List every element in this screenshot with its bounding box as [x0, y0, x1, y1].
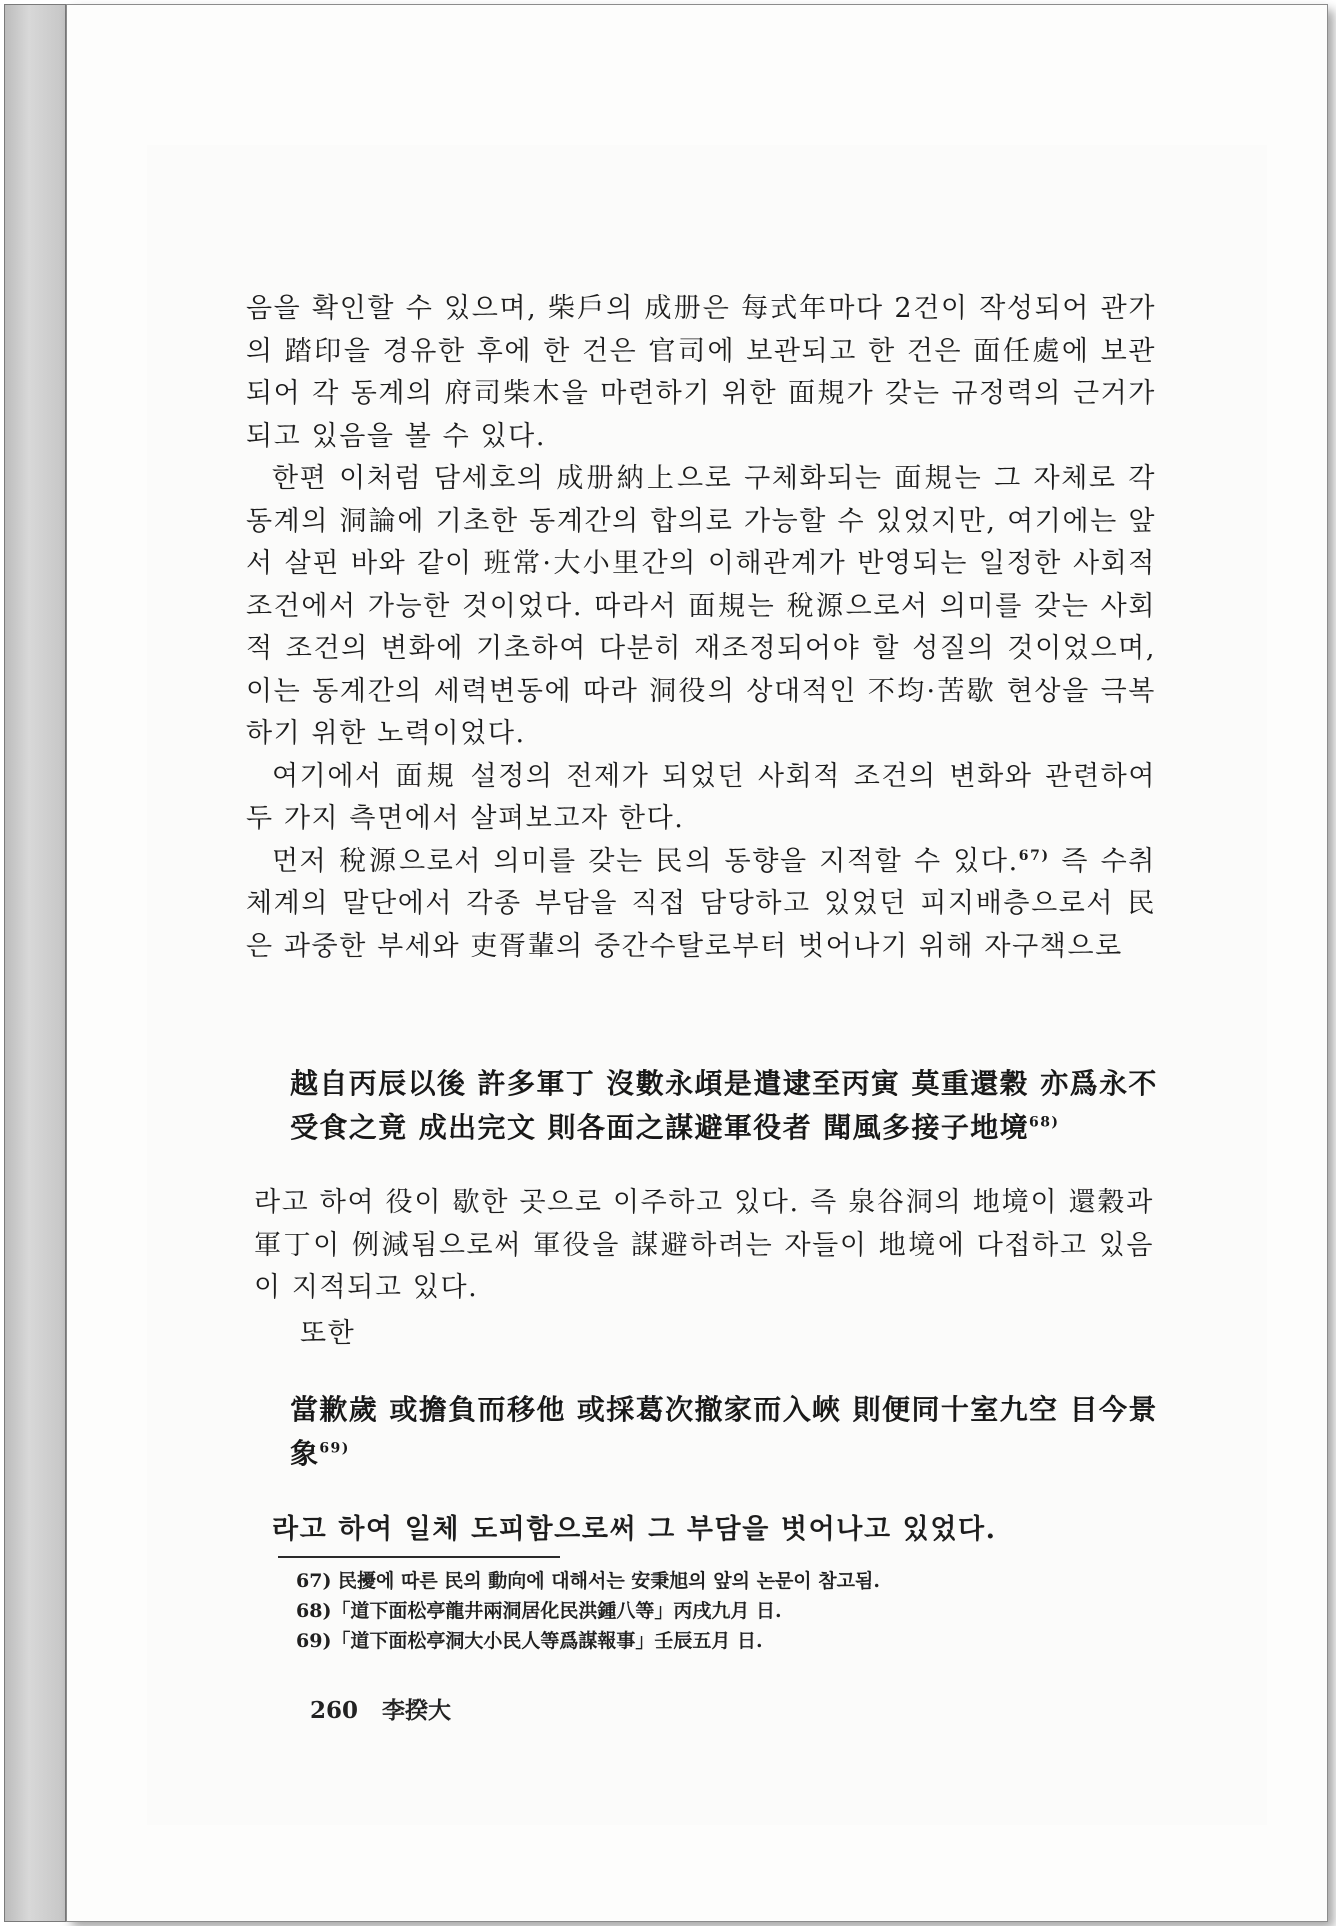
quote-1-line-1: 越自丙辰以後 許多軍丁 沒數永頉是遣逮至丙寅 莫重還穀 亦爲永不: [290, 1067, 1158, 1100]
after-quote-1: [254, 1182, 1154, 1310]
quote-1-line-2-text: 受食之竟 成出完文 則各面之謀避軍役者 聞風多接子地境: [290, 1111, 1030, 1144]
quote-1: [290, 1062, 1170, 1150]
book-spine: [4, 4, 66, 1922]
footnote-67: 67) 民擾에 따른 民의 動向에 대해서는 安秉旭의 앞의 논문이 참고됨.: [296, 1570, 880, 1592]
page-number: 260: [310, 1697, 359, 1724]
paragraph-4-rest: 즉 수취체계의 말단에서 각종 부담을 직접 담당하고 있었던 피지배층으로서 民은 과중한 부세와 吏胥輩의 중간수탈로부터 벗어나기 위해 자구책으로: [246, 845, 1156, 962]
footnote-divider: [278, 1556, 560, 1558]
paragraph-4: [246, 841, 1156, 969]
author-name: 李揆大: [382, 1697, 452, 1724]
after-quote-1-text: 라고 하여 役이 歇한 곳으로 이주하고 있다. 즉 泉谷洞의 地境이 還穀과 軍丁이 例減됨으로써 軍役을 謀避하려는 자들이 地境에 다접하고 있음이 지적되고 있다.: [254, 1187, 1154, 1303]
quote-2-line-2: [290, 1432, 1170, 1476]
after-quote-2: 라고 하여 일체 도피함으로써 그 부담을 벗어나고 있었다.: [272, 1514, 997, 1545]
paragraph-2: 한편 이처럼 담세호의 成册納上으로 구체화되는 面規는 그 자체로 각 동계의 洞論에 기초한 동계간의 합의로 가능할 수 있었지만, 여기에는 앞서 살핀 바와 같이 班常·大小里간의 이해관계가 반영되는 일정한 사회적 조건에서 가능한 것이었다. 따라서 面規는 稅源으로서 의미를 갖는 사회적 조건의 변화에 기초하여 다분히 재조정되어야 할 성질의 것이었으며, 이는 동계간의 세력변동에 따라 洞役의 상대적인 不均·苦歇 현상을 극복하기 위한 노력이었다.: [246, 463, 1156, 749]
footnote-69: 69)「道下面松亭洞大小民人等爲謀報事」壬辰五月 日.: [296, 1630, 763, 1652]
also-line: 또한: [300, 1318, 356, 1349]
paragraph-4-text: 먼저 稅源으로서 의미를 갖는 民의 동향을 지적할 수 있다.: [272, 845, 1019, 877]
footnote-ref-67: 67): [1018, 847, 1050, 864]
paragraph-1: 음을 확인할 수 있으며, 柴戶의 成册은 每式年마다 2건이 작성되어 관가의 踏印을 경유한 후에 한 건은 官司에 보관되고 한 건은 面任處에 보관되어 각 동계의 府司柴木을 마련하기 위한 面規가 갖는 규정력의 근거가 되고 있음을 볼 수 있다.: [246, 293, 1156, 452]
paragraph-3: 여기에서 面規 설정의 전제가 되었던 사회적 조건의 변화와 관련하여 두 가지 측면에서 살펴보고자 한다.: [246, 760, 1156, 834]
footnote-68: 68)「道下面松亭龍井兩洞居化民洪鍾八等」丙戌九月 日.: [296, 1600, 782, 1622]
body-text: [246, 288, 1156, 968]
quote-2: [290, 1388, 1170, 1476]
footnote-ref-69: 69): [319, 1440, 350, 1457]
footnotes: [296, 1566, 1156, 1656]
quote-2-line-1: 當歉歲 或擔負而移他 或採葛次撤家而入峽 則便同十室九空 目今景: [290, 1393, 1158, 1426]
quote-1-line-2: [290, 1106, 1170, 1150]
page-footer: [310, 1692, 467, 1725]
quote-2-line-2-text: 象: [290, 1437, 320, 1470]
footnote-ref-68: 68): [1029, 1114, 1060, 1131]
